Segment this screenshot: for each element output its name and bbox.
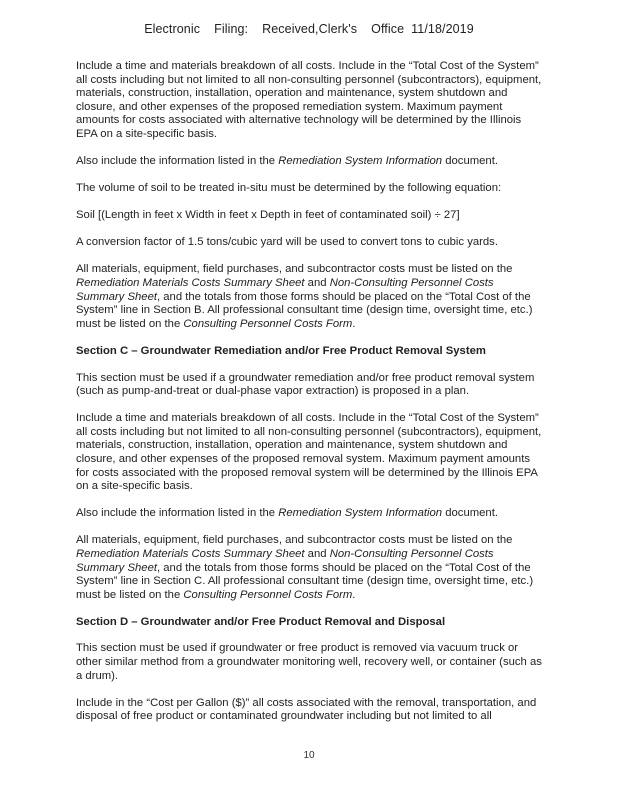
paragraph-volume-equation-intro: The volume of soil to be treated in-situ must be determined by the following equation:	[76, 182, 502, 195]
text-run: .	[352, 317, 356, 330]
form-reference: Remediation Materials Costs Summary Sheet	[76, 277, 305, 290]
document-reference: Remediation System Information	[278, 507, 443, 520]
paragraph-cost-per-gallon: Include in the “Cost per Gallon ($)” all costs associated with the removal, transportation, and disposal of free product or contaminated groundwater including but not limited to all	[76, 696, 537, 723]
header-filing: Filing:	[214, 22, 249, 36]
text-run: and	[304, 547, 330, 560]
paragraph-time-materials-b: Include a time and materials breakdown of all costs. Include in the “Total Cost of the System” all costs including but not limited to all non-consulting personnel (subcontractors), equipment, materials, construction, installation, operation and maintenance, system shutdown and closure, and other expenses of the proposed remediation system. Maximum payment amounts for costs associated with alternative technology will be determined by the Illinois EPA on a site-specific basis.	[76, 60, 542, 140]
paragraph-section-d-usage: This section must be used if groundwater or free product is removed via vacuum truck or other similar method from a groundwater monitoring well, recovery well, or container (such as a drum).	[76, 642, 542, 682]
text-run: , and the totals from those forms should be placed on the “Total Cost of the System” line in Section C. All professional consultant time (design time, oversight time, etc.) must be listed on the	[76, 561, 534, 601]
form-reference: Non-Consulting Personnel Costs Summary Sheet	[76, 277, 494, 303]
paragraph-system-info-c	[76, 507, 542, 521]
text-run: and	[304, 277, 330, 290]
text-run: All materials, equipment, field purchases, and subcontractor costs must be listed on the	[76, 534, 513, 547]
page-number: 10	[303, 750, 315, 761]
header-date: 11/18/2019	[411, 22, 474, 36]
text-run: Also include the information listed in the	[76, 507, 279, 520]
header-received: Received,Clerk's	[262, 22, 358, 36]
form-reference: Consulting Personnel Costs Form	[183, 588, 353, 601]
paragraph-soil-equation: Soil [(Length in feet x Width in feet x Depth in feet of contaminated soil) ÷ 27]	[76, 209, 460, 222]
text-run: Also include the information listed in the	[76, 155, 279, 168]
text-run: .	[352, 588, 356, 601]
section-d-heading: Section D – Groundwater and/or Free Product Removal and Disposal	[76, 615, 446, 628]
text-run: , and the totals from those forms should be placed on the “Total Cost of the System” line in Section B. All professional consultant time (design time, oversight time, etc.) must be listed on the	[76, 290, 533, 330]
paragraph-costs-listing-b	[76, 263, 542, 331]
form-reference: Consulting Personnel Costs Form	[183, 317, 353, 330]
paragraph-costs-listing-c	[76, 534, 542, 602]
text-run: All materials, equipment, field purchases, and subcontractor costs must be listed on the	[76, 263, 513, 276]
paragraph-section-c-usage: This section must be used if a groundwater remediation and/or free product removal system (such as pump-and-treat or dual-phase vapor extraction) is proposed in a plan.	[76, 371, 535, 398]
paragraph-conversion-factor: A conversion factor of 1.5 tons/cubic yard will be used to convert tons to cubic yards.	[76, 236, 498, 249]
section-c-heading: Section C – Groundwater Remediation and/or Free Product Removal System	[76, 344, 486, 357]
header-office: Office	[371, 22, 405, 36]
text-run: document.	[442, 507, 498, 520]
paragraph-time-materials-c: Include a time and materials breakdown of all costs. Include in the “Total Cost of the System” all costs including but not limited to all non-consulting personnel (subcontractors), equipment, materials, construction, installation, operation and maintenance, system shutdown and closure, and other expenses of the proposed removal system. Maximum payment amounts for costs associated with the proposed removal system will be determined by the Illinois EPA on a site-specific basis.	[76, 412, 542, 493]
filing-stamp-header	[0, 22, 618, 36]
document-reference: Remediation System Information	[278, 155, 443, 168]
document-body	[76, 60, 542, 737]
paragraph-system-info-b	[76, 155, 542, 169]
form-reference: Remediation Materials Costs Summary Sheet	[76, 547, 305, 560]
text-run: document.	[442, 155, 498, 168]
form-reference: Non-Consulting Personnel Costs Summary Sheet	[76, 547, 494, 574]
header-electronic: Electronic	[144, 22, 201, 36]
